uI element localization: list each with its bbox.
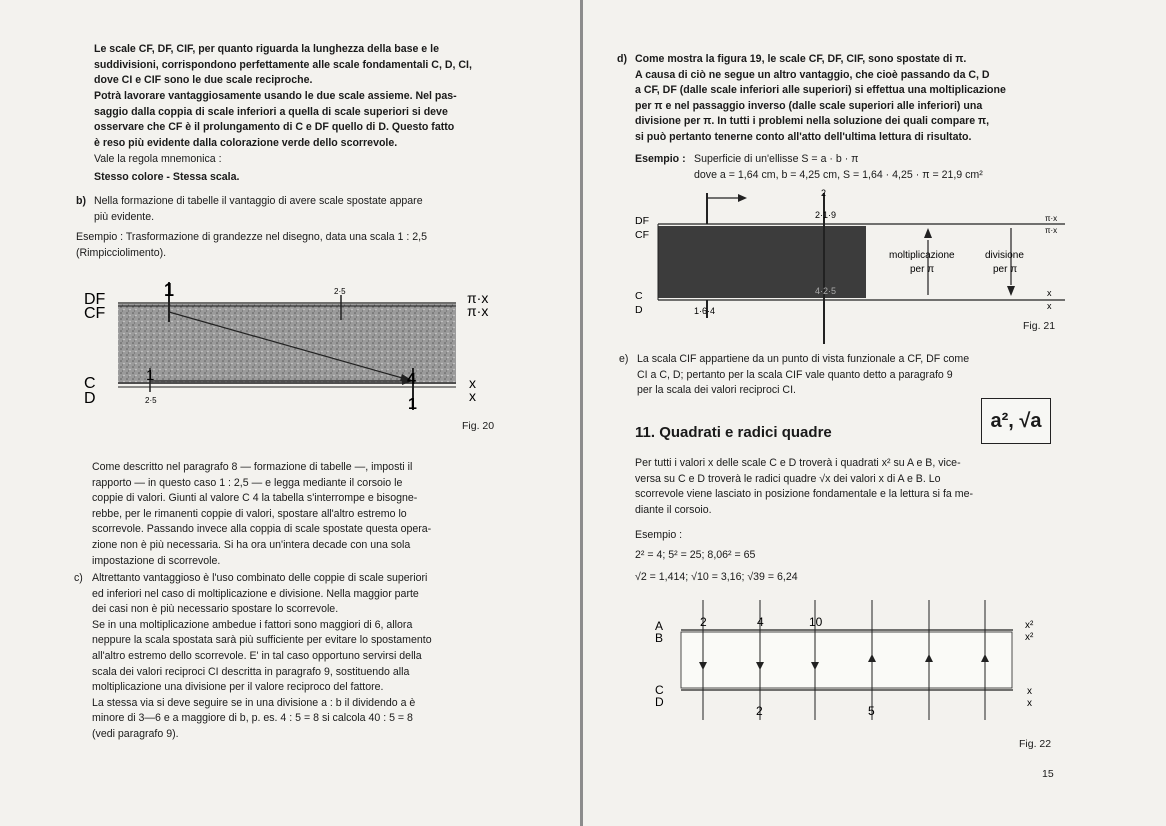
fig22-mark-ten: 10 [809, 615, 823, 629]
left-page [0, 0, 581, 826]
item-c-text: Altrettanto vantaggioso è l'uso combinato delle coppie di scale superiori ed inferiori nel caso di moltiplicazione e divisione. Nella maggior parte dei casi non è più necessario spostare lo scorrevole. Se in una moltiplicazione ambedue i fattori sono maggiori di 6, allora neppure la scala spostata sarà più sufficiente per evitare lo spostamento all'altro estremo dello scorrevole. E' in tal caso opportuno servirsi della scala dei valori reciproci CI descritta in paragrafo 9, sostituendo alla moltiplicazione una divisione per il valore reciproco del fattore. La stessa via si deve seguire se in una divisione a : b il dividendo a è minore di 3—6 e a maggiore di b, p. es. 4 : 5 = 8 si calcola 40 : 5 = 8 (vedi paragrafo 9). [92, 572, 432, 740]
fig21-label-x1: x [1047, 288, 1052, 298]
fig21-label-d: D [635, 304, 643, 316]
squares-example-label: Esempio : [635, 529, 683, 541]
fig22-mark-two-bot: 2 [756, 704, 763, 718]
fig22-label-x2a: x² [1025, 620, 1034, 631]
fig20-mark-25-top: 2·5 [334, 287, 346, 296]
fig21-mark-two: 2 [821, 188, 827, 198]
fig21-mult-2: per π [910, 264, 935, 275]
fig22-label-b: B [655, 631, 664, 645]
item-c-label: c) [74, 572, 83, 584]
page-number: 15 [1042, 768, 1054, 780]
fig22-caption: Fig. 22 [1019, 738, 1052, 750]
ellipse-example-label: Esempio : [635, 153, 686, 165]
paragraph-table-formation: Come descritto nel paragrafo 8 — formazione di tabelle —, imposti il rapporto — in questo caso 1 : 2,5 — e legga mediante il corsoio le coppie di valori. Giunti al valore C 4 la tabella s'interrompe e bisogne- rebbe, per le rimanenti coppie di valori, spostare all'altro estremo lo scorrevole. Passando invece alla coppia di scale spostate questa opera- zione non è più necessaria. Si ha ora un'intera decade con una sola impostazione di scorrevole. [92, 461, 432, 567]
fig21-label-df: DF [635, 215, 649, 227]
fig21-label-pix1: π·x [1045, 214, 1058, 223]
example-scale: Esempio : Trasformazione di grandezze nel disegno, data una scala 1 : 2,5 (Rimpicciolimento). [76, 231, 427, 259]
fig22-label-d: D [655, 695, 664, 709]
fig22-mark-four: 4 [757, 615, 764, 629]
squares-example-line1: 2² = 4; 5² = 25; 8,06² = 65 [635, 549, 756, 561]
fig21-mark-219: 2·1·9 [815, 210, 837, 220]
fig20-label-x-top: x [469, 375, 476, 391]
fig21-label-c: C [635, 290, 643, 302]
fig22-label-x2b: x² [1025, 632, 1034, 643]
fig22-label-xa: x [1027, 686, 1032, 697]
fig21-label-x2: x [1047, 301, 1052, 311]
fig20-label-pix-bot: π·x [467, 303, 489, 319]
fig22-label-a: A [655, 619, 664, 633]
item-e-text: La scala CIF appartiene da un punto di vista funzionale a CF, DF come CI a C, D; pertanto per la scala CIF vale quanto detto a paragrafo 9 per la scala dei valori reciproci CI. [637, 353, 970, 397]
formula-box: a², √a [981, 398, 1051, 444]
item-e-label: e) [619, 353, 629, 365]
fig20-label-x-bot: x [469, 388, 476, 404]
fig21-label-cf: CF [635, 229, 649, 241]
squares-example-line2: √2 = 1,414; √10 = 3,16; √39 = 6,24 [635, 571, 798, 583]
fig22-slide [681, 632, 1012, 688]
item-d-label: d) [617, 53, 627, 65]
fig21-mark-164: 1·6·4 [694, 306, 716, 316]
figure-22 [583, 0, 1166, 826]
fig20-caption: Fig. 20 [462, 420, 495, 432]
fig22-mark-two: 2 [700, 615, 707, 629]
ellipse-example-line2: dove a = 1,64 cm, b = 4,25 cm, S = 1,64 · 4,25 · π = 21,9 cm² [694, 169, 983, 181]
fig20-label-pix-top: π·x [467, 290, 489, 306]
fig22-mark-five-bot: 5 [868, 704, 875, 718]
fig20-mark-25-bot: 2·5 [145, 396, 157, 405]
fig20-mark-one-d: 1 [408, 396, 417, 413]
paragraph-combined-use: Potrà lavorare vantaggiosamente usando le due scale assieme. Nel pas- saggio dalla coppia di scale inferiori a quella di scale superiori si deve osservare che CF è il prolungamento di C e DF quello di D. Questo fatto è reso più evidente dalla colorazione verde dello scorrevole. [94, 90, 457, 149]
paragraph-scales-intro: Le scale CF, DF, CIF, per quanto riguarda la lunghezza della base e le suddivisioni, corrispondono perfettamente alle scale fondamentali C, D, CI, dove CI e CIF sono le due scale reciproche. [94, 43, 472, 87]
right-page [583, 0, 1166, 826]
ellipse-example-line1: Superficie di un'ellisse S = a · b · π [694, 153, 859, 165]
rule-intro: Vale la regola mnemonica : [94, 153, 222, 165]
fig21-div-1: divisione [985, 250, 1024, 261]
section-heading: 11. Quadrati e radici quadre [635, 424, 832, 441]
rule-mnemonic: Stesso colore - Stessa scala. [94, 171, 240, 183]
fig21-mark-425: 4·2·5 [815, 286, 837, 296]
fig21-div-2: per π [993, 264, 1018, 275]
fig21-caption: Fig. 21 [1023, 320, 1056, 332]
item-d-text: Come mostra la figura 19, le scale CF, DF, CIF, sono spostate di π. A causa di ciò ne segue un altro vantaggio, che cioè passando da C, D a CF, DF (dalle scale inferiori alle superiori) si effettua una moltiplicazione per π e nel passaggio inverso (dalle scale superiori alle inferiori) una divisione per π. In tutti i problemi nella soluzione dei quali compare π, si può pertanto tenerne conto all'atto dell'ultima lettura di risultato. [635, 53, 1006, 143]
fig21-label-pix2: π·x [1045, 226, 1058, 235]
fig20-mark-four: 4 [407, 371, 416, 388]
fig20-label-d: D [84, 390, 96, 407]
fig20-label-c: C [84, 375, 96, 392]
fig21-mult-1: moltiplicazione [889, 250, 955, 261]
fig22-label-xb: x [1027, 698, 1032, 709]
item-b-label: b) [76, 195, 86, 207]
fig20-mark-one-c: 1 [146, 367, 155, 384]
fig20-mark-one-top: 1 [164, 280, 175, 300]
fig22-label-c: C [655, 683, 664, 697]
fig20-label-cf: CF [84, 305, 106, 322]
fig20-label-df: DF [84, 291, 106, 308]
item-b-text: Nella formazione di tabelle il vantaggio di avere scale spostate appare più evidente. [94, 195, 423, 223]
paragraph-squares: Per tutti i valori x delle scale C e D troverà i quadrati x² su A e B, vice- versa su C e D troverà le radici quadre √x dei valori x di A e B. Lo scorrevole viene lasciato in posizione fondamentale e la lettura si fa me- diante il corsoio. [635, 457, 974, 516]
